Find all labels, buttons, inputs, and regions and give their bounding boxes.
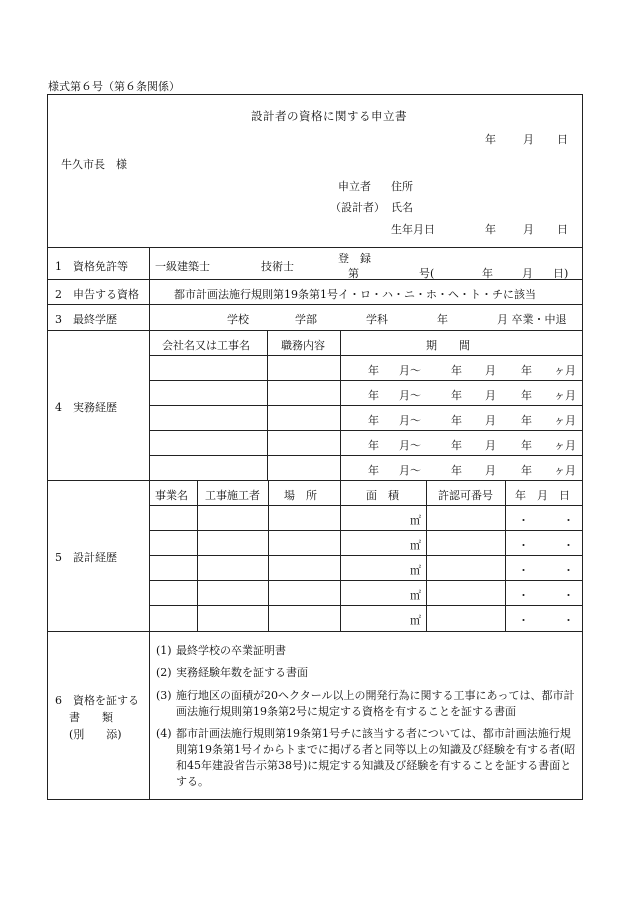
address-label: 住所 <box>391 180 413 193</box>
date-separator: ・ <box>518 514 529 527</box>
rule <box>149 580 582 581</box>
applicant-label: 申立者 <box>338 180 371 193</box>
header-area: 面 積 <box>366 489 399 502</box>
rule <box>48 480 582 481</box>
birthdate-year: 年 <box>485 223 496 236</box>
period-end-year: 年 <box>451 464 462 477</box>
period-duration-years: 年 <box>521 364 532 377</box>
header-period: 期 間 <box>426 339 470 352</box>
name-label: 氏名 <box>391 201 413 214</box>
rule <box>149 455 582 456</box>
column-divider <box>149 247 150 799</box>
row6-label-line2: 書 類 <box>69 711 113 724</box>
area-unit: ㎡ <box>410 564 421 577</box>
period-duration-years: 年 <box>521 464 532 477</box>
period-start-year: 年 <box>368 464 379 477</box>
period-start-year: 年 <box>368 414 379 427</box>
header-permit: 許認可番号 <box>438 489 493 502</box>
item-text: 都市計画法施行規則第19条第1号チに該当する者については、都市計画法施行規則第19条第1号イからトまでに掲げる者と同等以上の知識及び経験を有する者(昭和45年建設省告示第38号)に規定する知識及び経験を有することを証する書面とする。 <box>176 727 576 788</box>
period-end-month: 月 <box>485 464 496 477</box>
grad-year-label: 年 <box>437 313 448 326</box>
item-number: (4) <box>156 727 172 740</box>
date-separator: ・ <box>518 614 529 627</box>
item-number: (1) <box>156 644 172 657</box>
area-unit: ㎡ <box>410 539 421 552</box>
period-start-month: 月〜 <box>399 364 421 377</box>
row3-label: 3 最終学歴 <box>55 313 117 326</box>
period-duration-years: 年 <box>521 389 532 402</box>
license-architect: 一級建築士 <box>155 260 210 273</box>
faculty-label: 学部 <box>295 313 317 326</box>
period-end-month: 月 <box>485 439 496 452</box>
item-number: (2) <box>156 666 172 679</box>
registration-label: 登 録 <box>338 252 371 265</box>
addressee: 牛久市長 様 <box>61 158 127 171</box>
registration-go: 号( <box>419 267 435 280</box>
rule <box>149 555 582 556</box>
header-place: 場 所 <box>284 489 317 502</box>
date-separator: ・ <box>563 539 574 552</box>
header-contractor: 工事施工者 <box>205 489 260 502</box>
date-day: 日 <box>557 133 568 146</box>
birthdate-day: 日 <box>557 223 568 236</box>
registration-day: 日) <box>553 267 569 280</box>
area-unit: ㎡ <box>410 614 421 627</box>
header-duties: 職務内容 <box>281 339 325 352</box>
row4-label: 4 実務経歴 <box>55 401 117 414</box>
rule <box>149 430 582 431</box>
rule <box>48 304 582 305</box>
application-form <box>47 94 583 800</box>
item-number: (3) <box>156 689 172 702</box>
header-date: 年 月 日 <box>515 489 570 502</box>
form-title: 設計者の資格に関する申立書 <box>251 109 407 123</box>
registration-dai: 第 <box>348 267 359 280</box>
rule <box>149 405 582 406</box>
period-start-month: 月〜 <box>399 414 421 427</box>
rule <box>149 355 582 356</box>
period-duration-months: ヶ月 <box>554 439 576 452</box>
rule <box>48 279 582 280</box>
rule <box>149 605 582 606</box>
period-end-year: 年 <box>451 439 462 452</box>
date-separator: ・ <box>563 514 574 527</box>
school-label: 学校 <box>227 313 249 326</box>
period-end-year: 年 <box>451 364 462 377</box>
date-separator: ・ <box>518 564 529 577</box>
date-year: 年 <box>485 133 496 146</box>
date-month: 月 <box>523 133 534 146</box>
period-end-month: 月 <box>485 414 496 427</box>
header-company: 会社名又は工事名 <box>162 339 250 352</box>
date-separator: ・ <box>518 589 529 602</box>
license-engineer: 技術士 <box>261 260 294 273</box>
period-end-year: 年 <box>451 389 462 402</box>
period-duration-months: ヶ月 <box>554 364 576 377</box>
period-end-month: 月 <box>485 389 496 402</box>
rule <box>48 247 582 248</box>
area-unit: ㎡ <box>410 589 421 602</box>
date-separator: ・ <box>563 564 574 577</box>
rule <box>48 631 582 632</box>
date-separator: ・ <box>518 539 529 552</box>
registration-year: 年 <box>482 267 493 280</box>
form-caption: 様式第６号（第６条関係） <box>48 80 180 93</box>
rule <box>149 380 582 381</box>
period-end-year: 年 <box>451 414 462 427</box>
declared-qualification: 都市計画法施行規則第19条第1号イ・ロ・ハ・ニ・ホ・ヘ・ト・チに該当 <box>174 288 536 301</box>
birthdate-month: 月 <box>523 223 534 236</box>
rule <box>48 330 582 331</box>
period-duration-years: 年 <box>521 439 532 452</box>
area-unit: ㎡ <box>410 514 421 527</box>
row6-label-line1: 6 資格を証する <box>55 694 139 707</box>
period-start-month: 月〜 <box>399 464 421 477</box>
period-duration-months: ヶ月 <box>554 464 576 477</box>
period-start-month: 月〜 <box>399 389 421 402</box>
date-separator: ・ <box>563 614 574 627</box>
row6-label-line3: (別 添) <box>69 728 122 741</box>
period-duration-months: ヶ月 <box>554 414 576 427</box>
item-text: 施行地区の面積が20ヘクタール以上の開発行為に関する工事にあっては、都市計画法施行規則第19条第2号に規定する資格を有することを証する書面 <box>176 689 575 718</box>
date-separator: ・ <box>563 589 574 602</box>
period-duration-years: 年 <box>521 414 532 427</box>
registration-month: 月 <box>522 267 533 280</box>
period-start-year: 年 <box>368 364 379 377</box>
rule <box>149 505 582 506</box>
rule <box>149 530 582 531</box>
period-start-month: 月〜 <box>399 439 421 452</box>
period-end-month: 月 <box>485 364 496 377</box>
header-project: 事業名 <box>155 489 188 502</box>
item-text: 実務経験年数を証する書面 <box>176 666 308 679</box>
row2-label: 2 申告する資格 <box>55 288 139 301</box>
designer-label: （設計者） <box>330 201 385 214</box>
graduation-status: 月 卒業・中退 <box>497 313 567 326</box>
item-text: 最終学校の卒業証明書 <box>176 644 286 657</box>
period-duration-months: ヶ月 <box>554 389 576 402</box>
birthdate-label: 生年月日 <box>391 223 435 236</box>
period-start-year: 年 <box>368 389 379 402</box>
row1-label: 1 資格免許等 <box>55 260 128 273</box>
department-label: 学科 <box>366 313 388 326</box>
period-start-year: 年 <box>368 439 379 452</box>
row5-label: 5 設計経歴 <box>55 551 117 564</box>
